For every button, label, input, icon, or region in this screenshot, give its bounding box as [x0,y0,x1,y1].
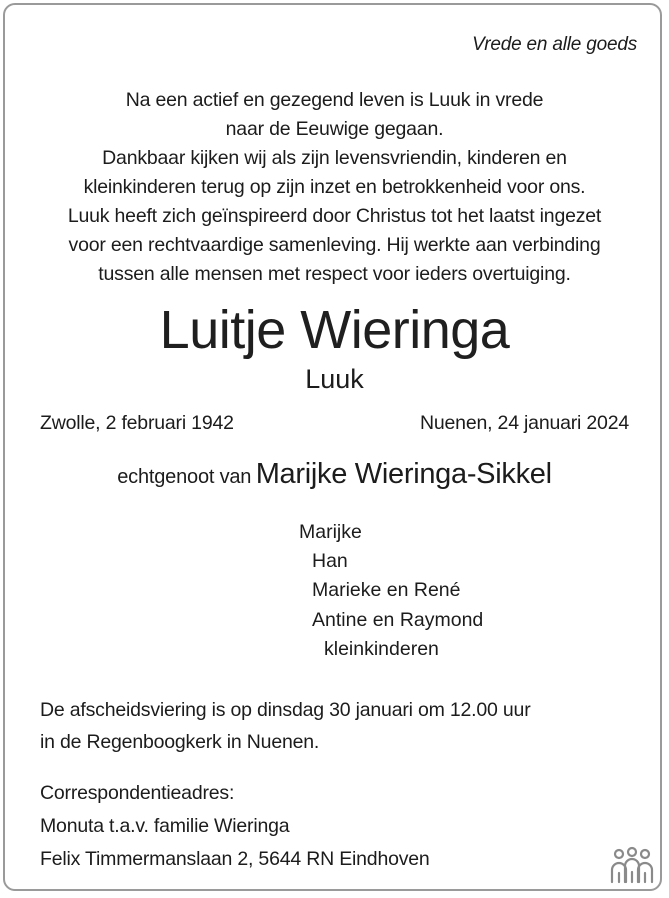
intro-text [0,86,669,289]
birth-place-date: Zwolle, 2 februari 1942 [40,412,234,434]
intro-line: kleinkinderen terug op zijn inzet en betrokkenheid voor ons. [83,176,586,198]
family-list [0,518,669,664]
family-people-icon [609,846,655,886]
deceased-nickname: Luuk [305,364,364,394]
spouse-line [0,458,669,491]
intro-line: Na een actief en gezegend leven is Luuk in vrede [125,89,544,111]
intro-line: Luuk heeft zich geïnspireerd door Christus tot het laatst ingezet [67,205,602,227]
family-member: Han [312,550,348,573]
ceremony-line: De afscheidsviering is op dinsdag 30 januari om 12.00 uur [40,699,531,721]
intro-line: Dankbaar kijken wij als zijn levensvriendin, kinderen en [102,147,567,169]
death-place-date: Nuenen, 24 januari 2024 [420,412,629,434]
family-member: Marieke en René [312,579,461,602]
family-member: kleinkinderen [324,637,439,660]
ceremony-info [40,694,531,758]
correspondence-heading: Correspondentieadres: [40,782,235,804]
deceased-name: Luitje Wieringa [159,300,510,360]
intro-line: voor een rechtvaardige samenleving. Hij werkte aan verbinding [68,234,601,256]
spouse-name: Marijke Wieringa-Sikkel [255,458,552,490]
motto: Vrede en alle goeds [472,34,637,55]
spouse-label: echtgenoot van [117,466,252,488]
intro-line: naar de Eeuwige gegaan. [225,118,444,140]
intro-line: tussen alle mensen met respect voor ieders overtuiging. [98,263,571,285]
family-member: Antine en Raymond [312,608,484,631]
ceremony-line: in de Regenboogkerk in Nuenen. [40,731,320,753]
correspondence-line: Monuta t.a.v. familie Wieringa [40,815,290,837]
correspondence-line: Felix Timmermanslaan 2, 5644 RN Eindhoven [40,848,430,870]
family-member: Marijke [299,521,362,543]
correspondence-address [40,777,430,876]
